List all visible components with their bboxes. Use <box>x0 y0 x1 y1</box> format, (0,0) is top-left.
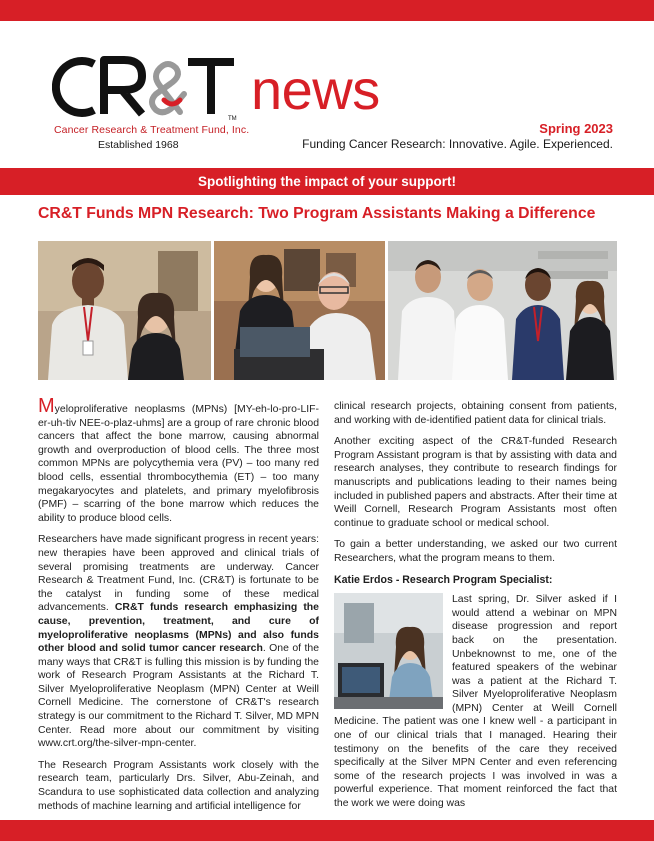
section-subheading: Katie Erdos - Research Program Specialist: <box>334 573 553 586</box>
article-paragraph: Another exciting aspect of the CR&T-funded Research Program Assistant program is that by assisting with data and research analyses, they contribute to research findings for manuscripts and publications leading to their names being included in published papers and abstracts. After their time at Weill Cornell, Research Program Assistants most often continue to graduate school or medical school. <box>334 436 617 529</box>
issue-label: Spring 2023 <box>539 121 613 136</box>
text-run: . One of the many ways that CR&T is fulling this mission is by funding the work of Research Program Assistants at the Richard T. Silver Myeloproliferative Neoplasm (MPN) Center at Weill Cornell Medicine. The cornerstone of CR&T's research strategy is our commitment to the Richard T. Silver, MD MPN Center. Read more about our commitment by visiting www.crt.org/the-silver-mpn-center. <box>38 643 320 750</box>
photo-research-team <box>388 241 617 380</box>
bold-statement: CR&T funds research emphasizing the cause, prevention, treatment, and cure of myeloproliferative neoplasms (MPNs) and also funds other blood and solid tumor cancer research <box>38 602 319 655</box>
article-paragraph <box>38 395 319 525</box>
trademark-mark: TM <box>228 116 237 122</box>
article-headline: CR&T Funds MPN Research: Two Program Assistants Making a Difference <box>38 205 596 222</box>
article-column-right <box>334 400 617 819</box>
crt-logo <box>52 50 242 122</box>
article-paragraph: The Research Program Assistants work closely with the research team, particularly Drs. Silver, Abu-Zeinah, and Scandura to use sophisticated data collection and analyzing methods of machine learning and artificial intelligence for <box>38 759 319 812</box>
intro-text: yeloproliferative neoplasms (MPNs) [MY-eh-lo-pro-LIF-er-uh-tiv NEE-o-plaz-uhms] are a group of rare chronic blood cancers that affect the bone marrow, causing abnormal growth and overproduction of blood cells. The three most common MPNs are polycythemia vera (PV) – too many red blood cells, essential thrombocythemia (ET) – too many megakaryocytes and platelets, and primary myelofibrosis (PMF) – scarring of the bone marrow which reduces the ability to produce blood cells. <box>38 404 319 524</box>
article-paragraph <box>38 533 319 751</box>
top-red-bar <box>0 0 654 21</box>
text-run: Researchers have made significant progress in recent years: new therapies have been approved and clinical trials of several promising treatments are underway. Cancer Research & Treatment Fund, Inc. (CR&T) is fortunate to be the catalyst in funding some of these medical advancements. <box>38 534 319 614</box>
article-column-left <box>38 395 320 821</box>
katie-section <box>334 593 617 811</box>
news-wordmark: news <box>251 58 380 121</box>
article-paragraph: clinical research projects, obtaining consent from patients, and working with de-identified patient data for clinical trials. <box>334 401 617 426</box>
bottom-red-bar <box>0 820 654 841</box>
established-year: Established 1968 <box>98 139 179 151</box>
katie-testimonial: Last spring, Dr. Silver asked if I would attend a webinar on MPN disease progression and report back on the presentation. Unbeknownst to me, one of the featured speakers of the webinar was a patient at the Richard T. Silver Myeloproliferative Neoplasm (MPN) Center at Weill Cornell Medicine. The patient was one I knew well - a participant in one of our clinical trials that I managed. Hearing their testimony on the benefits of the care they received specifically at the Silver MPN Center and even referencing some of the research projects I was involved in was a powerful experience. That moment reinforced the fact that the work we were doing was <box>334 594 617 810</box>
tagline: Funding Cancer Research: Innovative. Agile. Experienced. <box>302 137 613 151</box>
photo-katie-erdos <box>334 593 443 709</box>
spotlight-banner: Spotlighting the impact of your support! <box>0 168 654 195</box>
drop-cap: M <box>38 395 55 417</box>
article-paragraph: To gain a better understanding, we asked our two current Researchers, what the program means to them. <box>334 539 617 564</box>
photo-dr-silver-with-assistant <box>214 241 385 380</box>
photo-program-assistants <box>38 241 211 380</box>
org-name: Cancer Research & Treatment Fund, Inc. <box>54 124 250 136</box>
crt-logo-mark <box>52 50 242 122</box>
